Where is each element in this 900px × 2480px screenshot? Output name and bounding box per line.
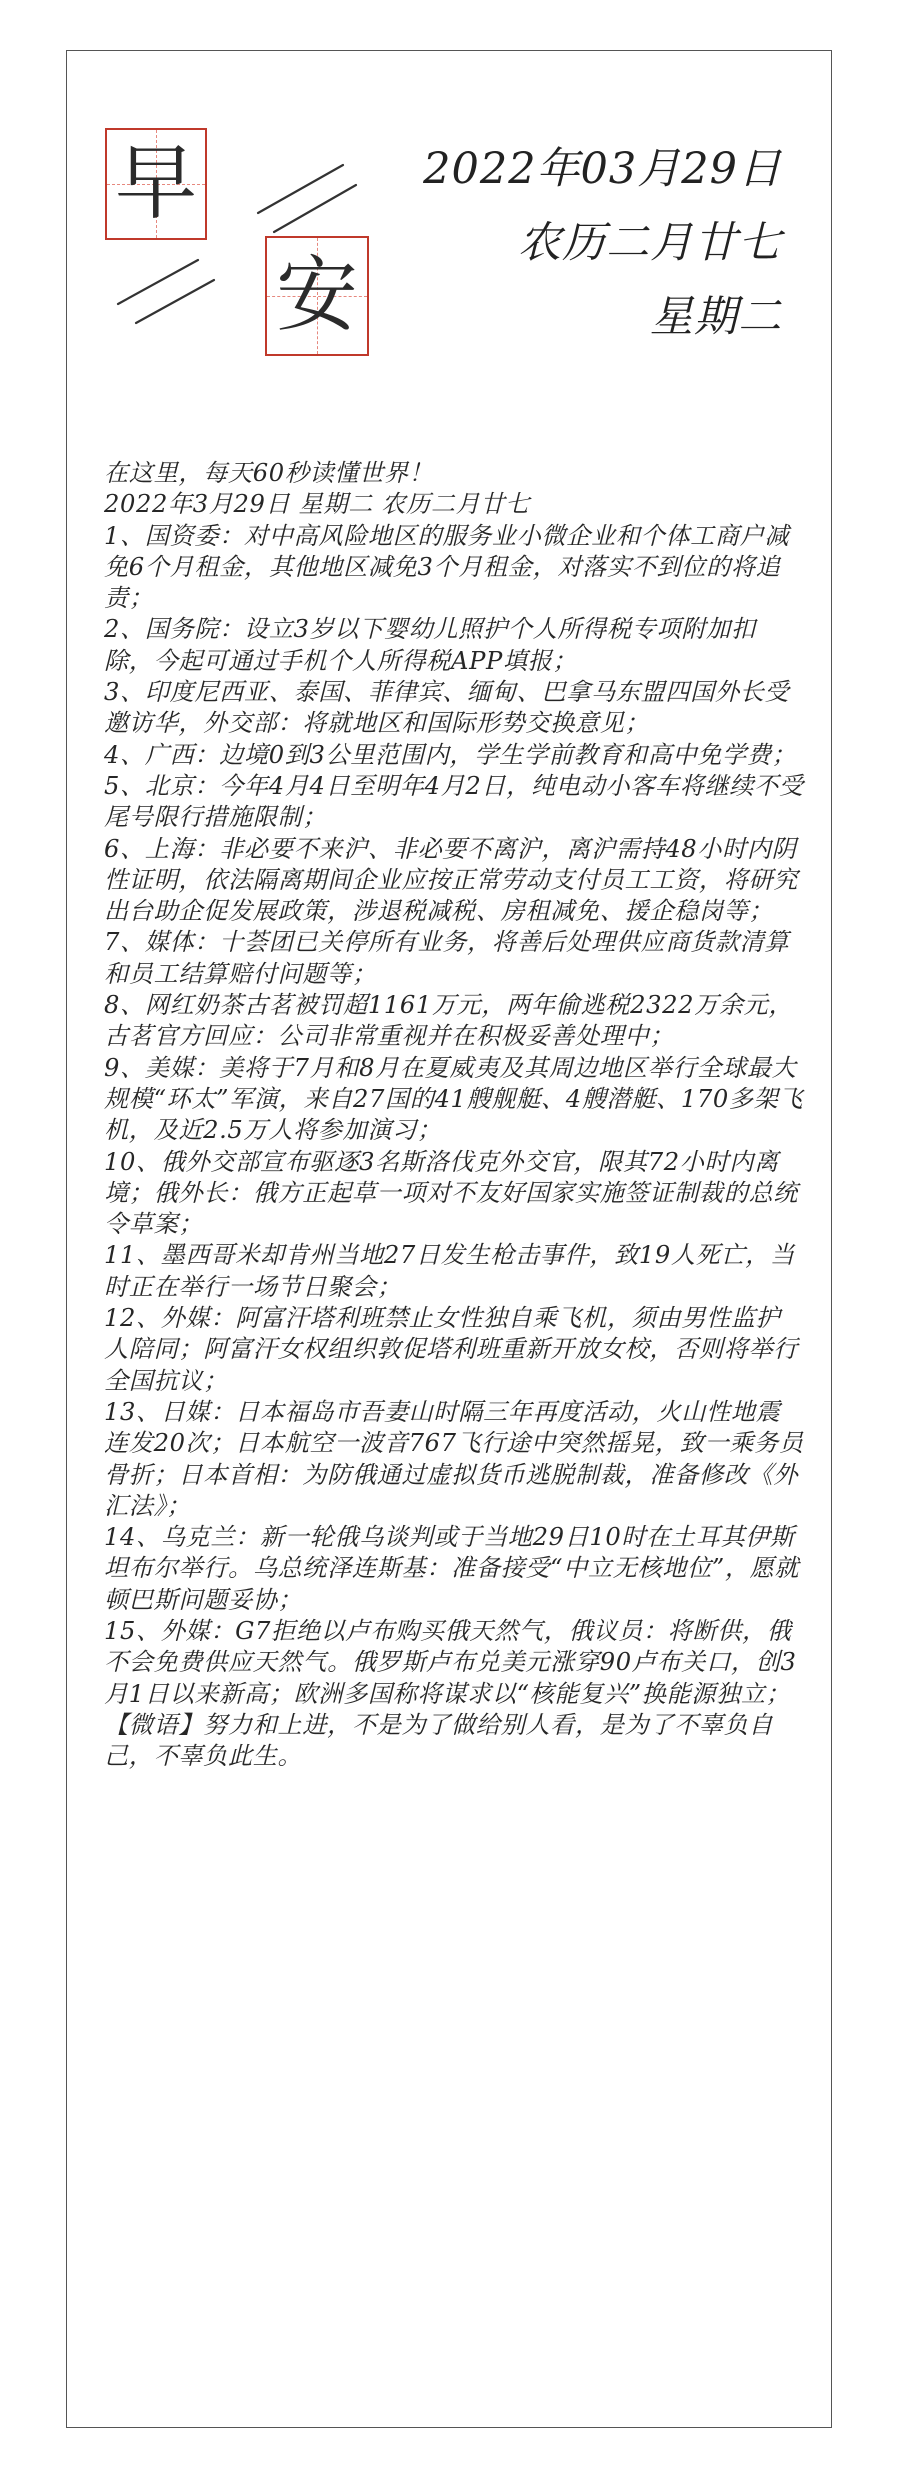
weekday: 星期二 bbox=[650, 292, 782, 342]
news-item: 2、国务院：设立3岁以下婴幼儿照护个人所得税专项附加扣除，今起可通过手机个人所得税APP填报； bbox=[104, 615, 756, 675]
news-item: 14、乌克兰：新一轮俄乌谈判或于当地29日10时在土耳其伊斯坦布尔举行。乌总统泽连斯基：准备接受“中立无核地位”，愿就顿巴斯问题妥协； bbox=[104, 1523, 800, 1614]
news-item: 12、外媒：阿富汗塔利班禁止女性独自乘飞机，须由男性监护人陪同；阿富汗女权组织敦促塔利班重新开放女校，否则将举行全国抗议； bbox=[104, 1304, 799, 1395]
date-header bbox=[423, 132, 782, 354]
news-item: 7、媒体：十荟团已关停所有业务，将善后处理供应商货款清算和员工结算赔付问题等； bbox=[104, 928, 790, 988]
lunar-date: 农历二月廿七 bbox=[518, 218, 782, 268]
zao-character: 早 bbox=[114, 136, 197, 231]
news-item: 15、外媒：G7拒绝以卢布购买俄天然气，俄议员：将断供，俄不会免费供应天然气。俄罗斯卢布兑美元涨穿90卢布关口，创3月1日以来新高；欧洲多国称将谋求以“核能复兴”换能源独立； bbox=[104, 1616, 797, 1708]
news-item: 8、网红奶茶古茗被罚超1161万元，两年偷逃税2322万余元，古茗官方回应：公司非常重视并在积极妥善处理中； bbox=[104, 991, 794, 1051]
news-item: 4、广西：边境0到3公里范围内，学生学前教育和高中免学费； bbox=[104, 740, 797, 769]
news-item: 3、印度尼西亚、泰国、菲律宾、缅甸、巴拿马东盟四国外长受邀访华，外交部：将就地区和国际形势交换意见； bbox=[104, 678, 790, 738]
news-item: 10、俄外交部宣布驱逐3名斯洛伐克外交官，限其72小时内离境；俄外长：俄方正起草一项对不友好国家实施签证制裁的总统令草案； bbox=[104, 1147, 799, 1239]
news-item: 13、日媒：日本福岛市吾妻山时隔三年再度活动，火山性地震连发20次；日本航空一波音767飞行途中突然摇晃，致一乘务员骨折；日本首相：为防俄通过虚拟货币逃脱制裁，准备修改《外汇法》； bbox=[104, 1397, 804, 1520]
quote-line: 【微语】努力和上进，不是为了做给别人看，是为了不辜负自己，不辜负此生。 bbox=[104, 1710, 774, 1771]
date-line: 2022年3月29日 星期二 农历二月廿七 bbox=[104, 490, 530, 519]
news-item: 11、墨西哥米却肯州当地27日发生枪击事件，致19人死亡，当时正在举行一场节日聚会； bbox=[104, 1241, 795, 1301]
intro-line: 在这里，每天60秒读懂世界！ bbox=[104, 459, 434, 487]
news-item: 9、美媒：美将于7月和8月在夏威夷及其周边地区举行全球最大规模“环太”军演，来自27国的41艘舰艇、4艘潜艇、170多架飞机，及近2.5万人将参加演习； bbox=[104, 1053, 804, 1145]
news-item: 5、北京：今年4月4日至明年4月2日，纯电动小客车将继续不受尾号限行措施限制； bbox=[104, 771, 804, 832]
an-character: 安 bbox=[275, 248, 358, 343]
gregorian-date: 2022年03月29日 bbox=[423, 144, 782, 194]
news-item: 6、上海：非必要不来沪、非必要不离沪，离沪需持48小时内阴性证明，依法隔离期间企业应按正常劳动支付员工工资，将研究出台助企促发展政策，涉退税减税、房租减免、援企稳岗等； bbox=[104, 834, 799, 926]
news-item: 1、国资委：对中高风险地区的服务业小微企业和个体工商户减免6个月租金，其他地区减免3个月租金，对落实不到位的将追责； bbox=[104, 521, 790, 613]
news-content bbox=[104, 458, 804, 1772]
